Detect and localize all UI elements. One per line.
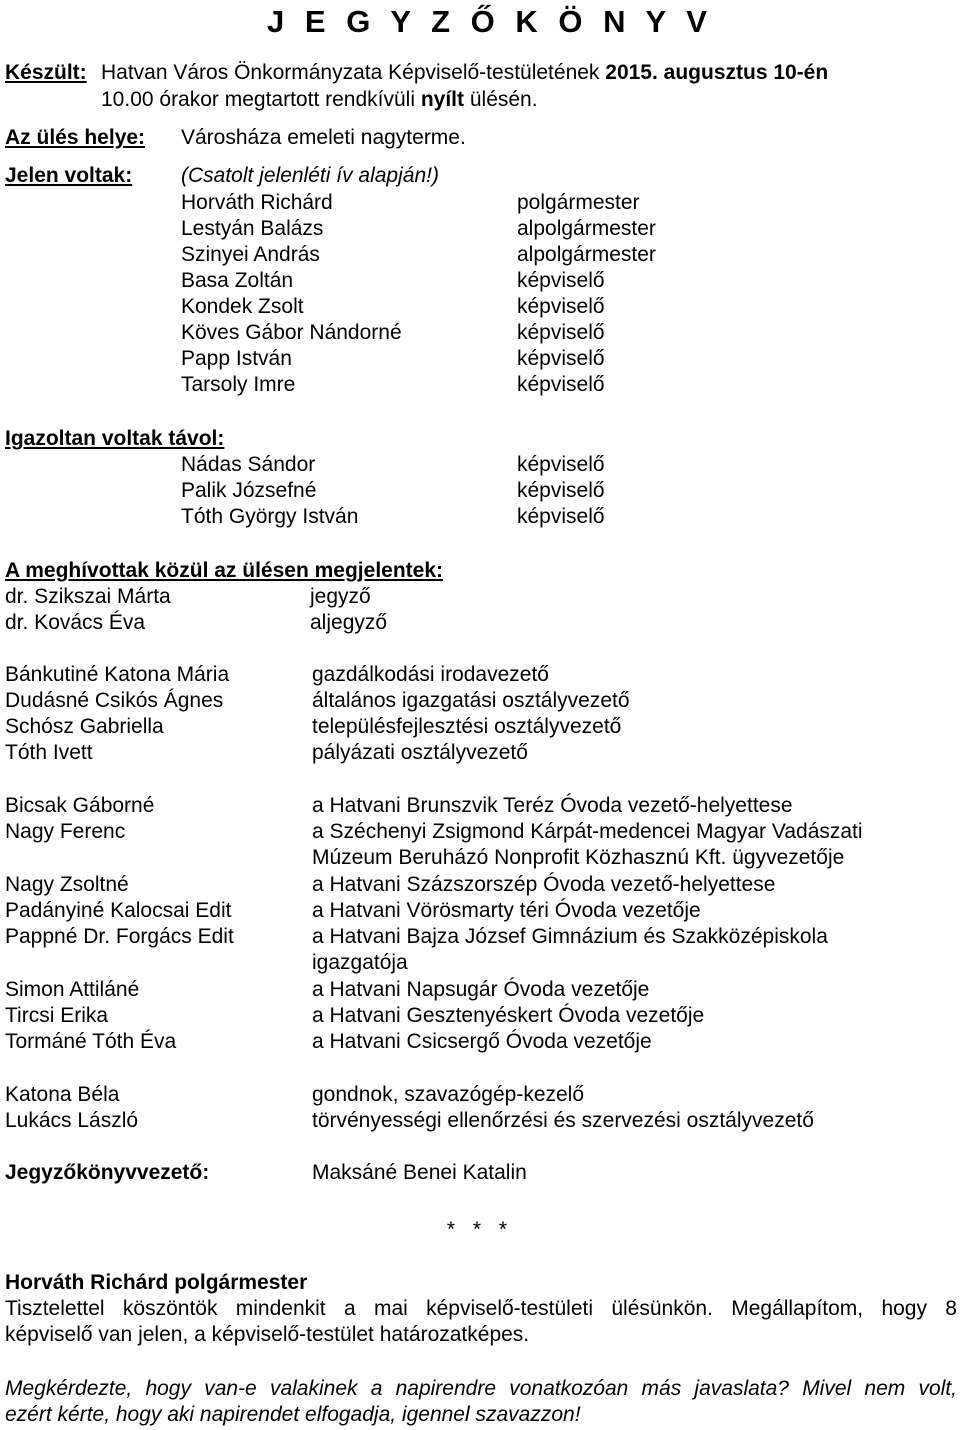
person-role: alpolgármester (517, 243, 656, 266)
person-name: Szinyei András (181, 243, 320, 266)
person-name: Nádas Sándor (181, 453, 316, 476)
italic-note-line-1: Megkérdezte, hogy van-e valakinek a napirendre vonatkozóan más javaslata? Mivel nem volt, (5, 1377, 957, 1400)
hely-row (0, 125, 960, 151)
list-item (0, 268, 960, 294)
keszult-row-2 (0, 87, 960, 113)
person-name: Tormáné Tóth Éva (5, 1030, 177, 1053)
italic-note-line-2: ezért kérte, hogy aki napirendet elfogadja, igennel szavazzon! (5, 1403, 581, 1426)
list-item (0, 898, 960, 924)
person-role: képviselő (517, 269, 605, 292)
list-item (0, 504, 960, 530)
person-role: képviselő (517, 453, 605, 476)
person-role-continued: Múzeum Beruházó Nonprofit Közhasznú Kft. ügyvezetője (312, 846, 845, 869)
person-name: Tóth Ivett (5, 741, 93, 764)
list-item (0, 346, 960, 372)
list-item (0, 872, 960, 898)
speech-row (0, 1322, 960, 1348)
keszult-nyilt: nyílt (420, 88, 465, 111)
list-item (0, 242, 960, 268)
person-role: polgármester (517, 191, 640, 214)
keszult-row (0, 60, 960, 86)
person-role: jegyző (310, 585, 371, 608)
keszult-label: Készült: (5, 61, 87, 84)
person-role: képviselő (517, 347, 605, 370)
keszult-date: 2015. augusztus 10-én (605, 61, 829, 84)
person-name: Nagy Ferenc (5, 820, 126, 843)
person-name: Papp István (181, 347, 292, 370)
person-name: Dudásné Csikós Ágnes (5, 689, 224, 712)
keszult-text2: 10.00 órakor megtartott rendkívüli (101, 88, 421, 111)
person-role: a Hatvani Bajza József Gimnázium és Szakközépiskola (312, 925, 828, 948)
jelen-row (0, 163, 960, 189)
person-role: a Hatvani Brunszvik Teréz Óvoda vezető-helyettese (312, 794, 793, 817)
person-name: Bánkutiné Katona Mária (5, 663, 230, 686)
person-role: képviselő (517, 295, 605, 318)
list-item (0, 819, 960, 845)
jegyzokonyvvezeto-label: Jegyzőkönyvvezető: (5, 1161, 210, 1184)
section-separator: * * * (446, 1218, 514, 1241)
person-name: Tóth György István (181, 505, 359, 528)
list-item (0, 320, 960, 346)
person-name: Katona Béla (5, 1083, 120, 1106)
person-role: gazdálkodási irodavezető (312, 663, 549, 686)
list-item (0, 1108, 960, 1134)
document-title: J E G Y Z Ő K Ö N Y V (267, 4, 713, 39)
person-name: Lestyán Balázs (181, 217, 324, 240)
list-item (0, 372, 960, 398)
tavol-label: Igazoltan voltak távol: (5, 427, 225, 450)
jelen-label: Jelen voltak: (5, 164, 133, 187)
person-role: képviselő (517, 321, 605, 344)
speaker-name: Horváth Richárd polgármester (5, 1271, 308, 1294)
person-name: Lukács László (5, 1109, 139, 1132)
list-item (0, 662, 960, 688)
person-role: képviselő (517, 505, 605, 528)
person-role-continued: igazgatója (312, 951, 408, 974)
person-role: pályázati osztályvezető (312, 741, 528, 764)
person-role: a Hatvani Csicsergő Óvoda vezetője (312, 1030, 652, 1053)
person-name: Tarsoly Imre (181, 373, 296, 396)
keszult-text3: ülésén. (464, 88, 538, 111)
list-item (0, 1029, 960, 1055)
jegyzokonyvvezeto-value: Maksáné Benei Katalin (312, 1161, 527, 1184)
hely-label: Az ülés helye: (5, 126, 146, 149)
person-role: a Széchenyi Zsigmond Kárpát-medencei Magyar Vadászati (312, 820, 863, 843)
tavol-row (0, 426, 960, 452)
person-role: a Hatvani Százszorszép Óvoda vezető-helyettese (312, 873, 776, 896)
keszult-line1 (101, 60, 828, 86)
meghivottak-row (0, 558, 960, 584)
list-item-continuation (0, 845, 960, 871)
person-role: a Hatvani Vörösmarty téri Óvoda vezetője (312, 899, 701, 922)
list-item-continuation (0, 950, 960, 976)
person-name: Basa Zoltán (181, 269, 294, 292)
person-name: Bicsak Gáborné (5, 794, 155, 817)
list-item (0, 688, 960, 714)
jegyzokonyvvezeto-row (0, 1160, 960, 1186)
hely-value: Városháza emeleti nagyterme. (181, 126, 466, 149)
person-name: Palik Józsefné (181, 479, 317, 502)
list-item (0, 793, 960, 819)
list-item (0, 190, 960, 216)
person-role: képviselő (517, 373, 605, 396)
person-name: dr. Szikszai Márta (5, 585, 171, 608)
note-row (0, 1376, 960, 1402)
list-item (0, 452, 960, 478)
person-role: településfejlesztési osztályvezető (312, 715, 622, 738)
list-item (0, 740, 960, 766)
note-row (0, 1402, 960, 1428)
person-name: Pappné Dr. Forgács Edit (5, 925, 234, 948)
list-item (0, 294, 960, 320)
list-item (0, 1082, 960, 1108)
person-name: Horváth Richárd (181, 191, 333, 214)
speech-line-2: képviselő van jelen, a képviselő-testület határozatképes. (5, 1323, 530, 1346)
list-item (0, 584, 960, 610)
person-role: a Hatvani Gesztenyéskert Óvoda vezetője (312, 1004, 705, 1027)
person-role: alpolgármester (517, 217, 656, 240)
person-name: Kondek Zsolt (181, 295, 304, 318)
person-role: gondnok, szavazógép-kezelő (312, 1083, 585, 1106)
keszult-text1: Hatvan Város Önkormányzata Képviselő-testületének (101, 61, 606, 84)
list-item (0, 924, 960, 950)
list-item (0, 1003, 960, 1029)
keszult-line2 (101, 87, 538, 113)
person-role: a Hatvani Napsugár Óvoda vezetője (312, 978, 650, 1001)
person-role: általános igazgatási osztályvezető (312, 689, 630, 712)
speech-row (0, 1296, 960, 1322)
person-role: aljegyző (310, 611, 388, 634)
jelen-note: (Csatolt jelenléti ív alapján!) (181, 164, 439, 187)
person-name: Nagy Zsoltné (5, 873, 129, 896)
person-name: Padányiné Kalocsai Edit (5, 899, 232, 922)
list-item (0, 216, 960, 242)
speech-line-1: Tisztelettel köszöntök mindenkit a mai képviselő-testületi ülésünkön. Megállapítom, hogy 8 (5, 1297, 957, 1320)
person-role: képviselő (517, 479, 605, 502)
list-item (0, 977, 960, 1003)
speaker-row (0, 1270, 960, 1296)
person-name: Tircsi Erika (5, 1004, 109, 1027)
list-item (0, 714, 960, 740)
meghivottak-label: A meghívottak közül az ülésen megjelentek: (5, 559, 444, 582)
person-role: törvényességi ellenőrzési és szervezési osztályvezető (312, 1109, 814, 1132)
person-name: Simon Attiláné (5, 978, 140, 1001)
person-name: dr. Kovács Éva (5, 611, 146, 634)
person-name: Köves Gábor Nándorné (181, 321, 402, 344)
list-item (0, 610, 960, 636)
person-name: Schósz Gabriella (5, 715, 164, 738)
list-item (0, 478, 960, 504)
